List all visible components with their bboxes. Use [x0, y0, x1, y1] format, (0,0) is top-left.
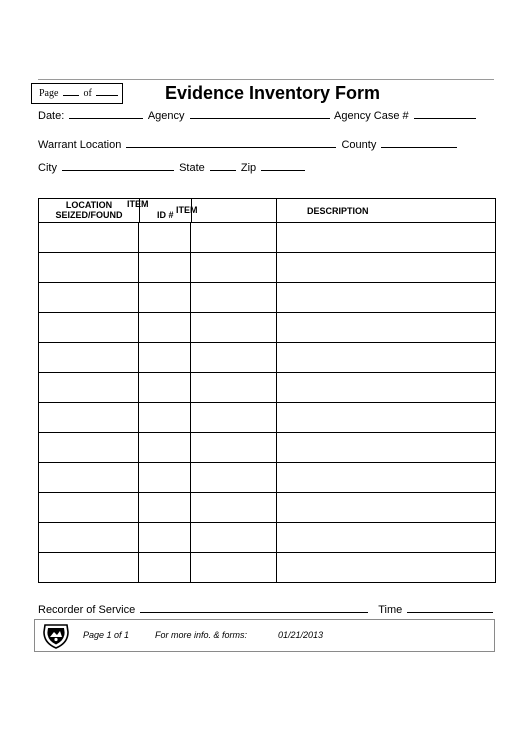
agency-label: Agency — [147, 110, 185, 122]
table-row — [39, 403, 496, 433]
time-label: Time — [378, 604, 403, 616]
table-cell[interactable] — [139, 433, 191, 463]
table-cell[interactable] — [39, 553, 139, 583]
table-cell[interactable] — [39, 433, 139, 463]
footer-more-info: For more info. & forms: — [155, 630, 248, 640]
time-field[interactable] — [407, 603, 493, 613]
table-cell[interactable] — [277, 283, 496, 313]
table-cell[interactable] — [39, 403, 139, 433]
table-cell[interactable] — [191, 403, 277, 433]
table-row — [39, 493, 496, 523]
table-cell[interactable] — [139, 253, 191, 283]
header-description: DESCRIPTION — [277, 199, 496, 223]
header-location: LOCATION — [65, 200, 113, 210]
warrant-location-field[interactable] — [126, 138, 336, 148]
table-cell[interactable] — [191, 553, 277, 583]
table-cell[interactable] — [191, 373, 277, 403]
table-row — [39, 553, 496, 583]
footer-box — [34, 619, 495, 652]
table-cell[interactable] — [191, 313, 277, 343]
table-cell[interactable] — [277, 463, 496, 493]
county-label: County — [341, 139, 377, 151]
table-cell[interactable] — [139, 283, 191, 313]
table-cell[interactable] — [139, 313, 191, 343]
page-total-field[interactable] — [96, 88, 118, 96]
page-number-field[interactable] — [63, 88, 79, 96]
table-row — [39, 463, 496, 493]
city-row — [38, 161, 307, 174]
date-field[interactable] — [69, 109, 143, 119]
warrant-location-label: Warrant Location — [38, 139, 122, 151]
table-cell[interactable] — [39, 343, 139, 373]
table-row — [39, 223, 496, 253]
form-title: Evidence Inventory Form — [165, 83, 381, 103]
of-label: of — [83, 88, 92, 99]
footer-date: 01/21/2013 — [278, 630, 324, 640]
recorder-label: Recorder of Service — [38, 604, 136, 616]
table-row — [39, 283, 496, 313]
header-item-id-bottom: ID # — [157, 210, 174, 220]
badge-logo-icon — [41, 622, 71, 650]
table-cell[interactable] — [39, 373, 139, 403]
table-cell[interactable] — [139, 223, 191, 253]
table-cell[interactable] — [277, 313, 496, 343]
table-cell[interactable] — [139, 373, 191, 403]
table-cell[interactable] — [139, 403, 191, 433]
table-cell[interactable] — [191, 463, 277, 493]
recorder-field[interactable] — [140, 603, 368, 613]
top-rule — [38, 79, 494, 80]
zip-label: Zip — [240, 162, 257, 174]
city-label: City — [38, 162, 57, 174]
table-cell[interactable] — [191, 343, 277, 373]
county-field[interactable] — [381, 138, 457, 148]
table-cell[interactable] — [39, 493, 139, 523]
table-cell[interactable] — [191, 223, 277, 253]
date-agency-row — [38, 109, 478, 122]
table-cell[interactable] — [39, 283, 139, 313]
state-label: State — [179, 162, 205, 174]
table-cell[interactable] — [139, 553, 191, 583]
date-label: Date: — [38, 110, 65, 122]
page-number-box — [31, 83, 123, 104]
table-cell[interactable] — [191, 433, 277, 463]
header-left-group — [39, 199, 277, 223]
table-cell[interactable] — [277, 373, 496, 403]
footer-page: Page 1 of 1 — [83, 630, 130, 640]
page-label: Page — [39, 88, 59, 99]
recorder-row — [38, 603, 495, 616]
city-field[interactable] — [62, 161, 174, 171]
inventory-table — [38, 198, 496, 583]
table-row — [39, 373, 496, 403]
table-cell[interactable] — [39, 223, 139, 253]
table-cell[interactable] — [277, 523, 496, 553]
table-cell[interactable] — [277, 493, 496, 523]
header-item: ITEM — [176, 205, 198, 215]
table-cell[interactable] — [39, 253, 139, 283]
table-cell[interactable] — [39, 313, 139, 343]
warrant-row — [38, 138, 459, 151]
state-field[interactable] — [210, 161, 236, 171]
table-cell[interactable] — [139, 523, 191, 553]
table-cell[interactable] — [277, 553, 496, 583]
table-cell[interactable] — [191, 283, 277, 313]
table-cell[interactable] — [277, 433, 496, 463]
table-cell[interactable] — [139, 493, 191, 523]
agency-case-label: Agency Case # — [334, 110, 409, 122]
table-cell[interactable] — [39, 523, 139, 553]
table-row — [39, 523, 496, 553]
table-cell[interactable] — [191, 253, 277, 283]
table-cell[interactable] — [277, 253, 496, 283]
table-cell[interactable] — [277, 403, 496, 433]
table-cell[interactable] — [191, 523, 277, 553]
table-row — [39, 433, 496, 463]
table-cell[interactable] — [191, 493, 277, 523]
table-cell[interactable] — [277, 223, 496, 253]
table-cell[interactable] — [139, 463, 191, 493]
zip-field[interactable] — [261, 161, 305, 171]
agency-field[interactable] — [190, 109, 330, 119]
table-cell[interactable] — [277, 343, 496, 373]
agency-case-field[interactable] — [414, 109, 476, 119]
table-row — [39, 313, 496, 343]
table-cell[interactable] — [39, 463, 139, 493]
table-header-row — [39, 199, 496, 223]
header-seized-found: SEIZED/FOUND — [55, 210, 123, 220]
table-row — [39, 253, 496, 283]
table-cell[interactable] — [139, 343, 191, 373]
table-row — [39, 343, 496, 373]
header-item-id-top: ITEM — [127, 199, 149, 209]
